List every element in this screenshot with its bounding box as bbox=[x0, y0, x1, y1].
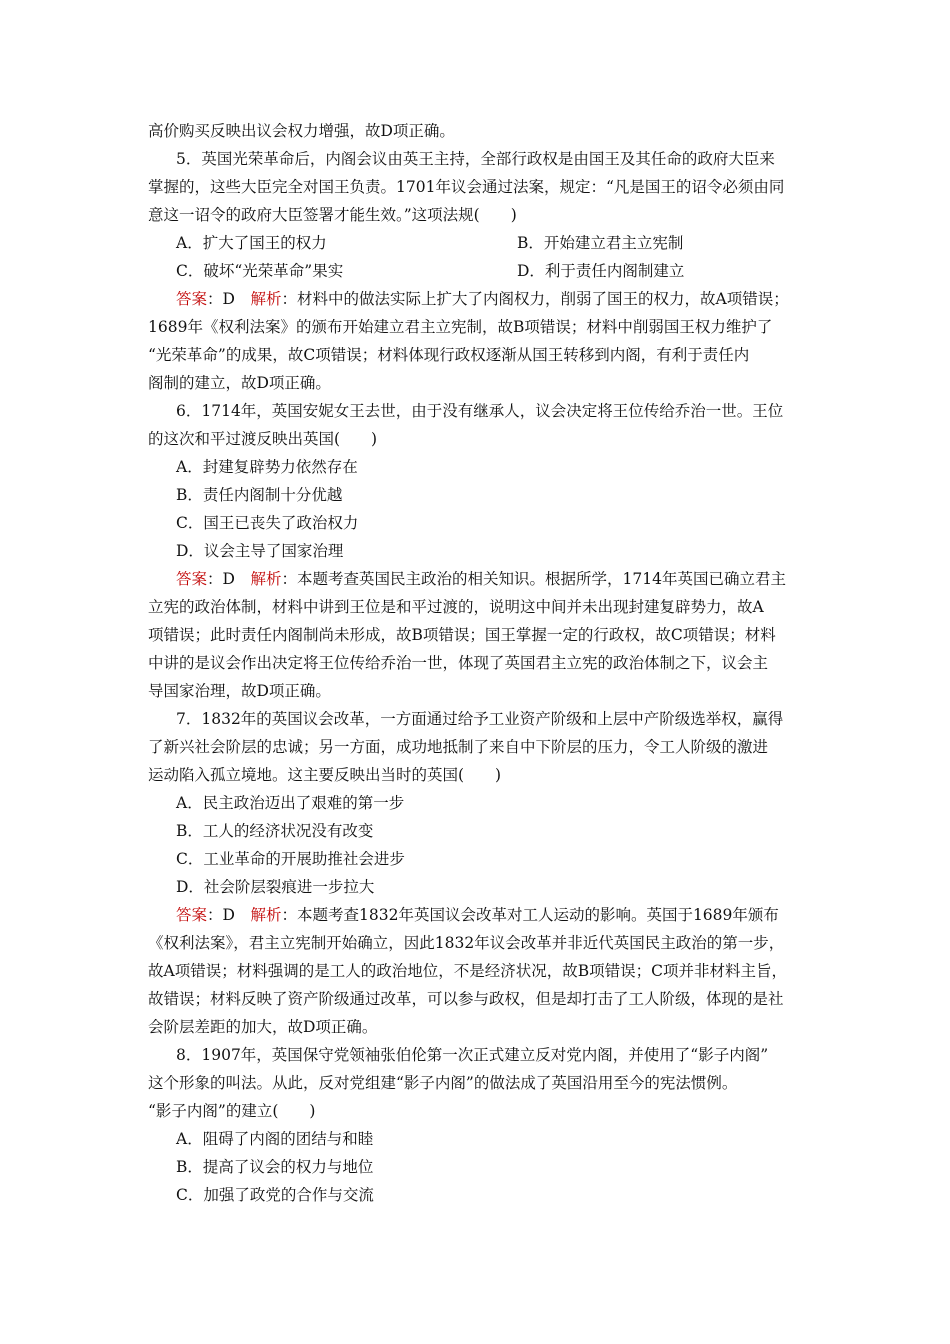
paragraph-line: 故A项错误；材料强调的是工人的政治地位，不是经济状况，故B项错误；C项并非材料主旨， bbox=[148, 962, 787, 980]
option-c: C．工业革命的开展助推社会进步 bbox=[176, 850, 405, 868]
option-b: B．开始建立君主立宪制 bbox=[517, 234, 684, 252]
paragraph-line: “光荣革命”的成果，故C项错误；材料体现行政权逐渐从国王转移到内阁，有利于责任内 bbox=[148, 346, 750, 364]
paragraph-line: “影子内阁”的建立( ) bbox=[148, 1102, 316, 1120]
option-b: B．工人的经济状况没有改变 bbox=[176, 822, 374, 840]
paragraph-line: 故错误；材料反映了资产阶级通过改革，可以参与政权，但是却打击了工人阶级，体现的是社 bbox=[148, 990, 784, 1008]
option-c: C．加强了政党的合作与交流 bbox=[176, 1186, 374, 1204]
paragraph-line: 项错误；此时责任内阁制尚未形成，故B项错误；国王掌握一定的行政权，故C项错误；材料 bbox=[148, 626, 776, 644]
option-b: B．责任内阁制十分优越 bbox=[176, 486, 343, 504]
analysis-text: 材料中的做法实际上扩大了内阁权力，削弱了国王的权力，故A项错误； bbox=[297, 290, 789, 308]
paragraph-line: 阁制的建立，故D项正确。 bbox=[148, 374, 331, 392]
analysis-sep: ： bbox=[281, 290, 297, 308]
paragraph-line: 1689年《权利法案》的颁布开始建立君主立宪制，故B项错误；材料中削弱国王权力维护了 bbox=[148, 318, 773, 336]
paragraph-line: 这个形象的叫法。从此，反对党组建“影子内阁”的做法成了英国沿用至今的宪法惯例。 bbox=[148, 1074, 738, 1092]
answer-label: 答案 bbox=[176, 906, 208, 924]
option-a: A．扩大了国王的权力 bbox=[176, 234, 327, 252]
paragraph-line: 立宪的政治体制，材料中讲到王位是和平过渡的，说明这中间并未出现封建复辟势力，故A bbox=[148, 598, 764, 616]
answer-label: 答案 bbox=[176, 290, 208, 308]
answer-value: ：D bbox=[207, 570, 235, 588]
question-5-stem: 5．英国光荣革命后，内阁会议由英王主持，全部行政权是由国王及其任命的政府大臣来 bbox=[176, 150, 775, 168]
option-b: B．提高了议会的权力与地位 bbox=[176, 1158, 374, 1176]
question-7-stem: 7．1832年的英国议会改革，一方面通过给予工业资产阶级和上层中产阶级选举权，赢得 bbox=[176, 710, 784, 728]
option-d: D．利于责任内阁制建立 bbox=[517, 262, 685, 280]
question-8-stem: 8．1907年，英国保守党领袖张伯伦第一次正式建立反对党内阁，并使用了“影子内阁” bbox=[176, 1046, 769, 1064]
answer-value: ：D bbox=[207, 906, 235, 924]
answer-line bbox=[176, 905, 836, 925]
option-d: D．议会主导了国家治理 bbox=[176, 542, 344, 560]
analysis-sep: ： bbox=[281, 570, 297, 588]
paragraph-line: 意这一诏令的政府大臣签署才能生效。”这项法规( ) bbox=[148, 206, 517, 224]
analysis-text: 本题考查1832年英国议会改革对工人运动的影响。英国于1689年颁布 bbox=[297, 906, 779, 924]
option-c: C．国王已丧失了政治权力 bbox=[176, 514, 359, 532]
answer-value: ：D bbox=[207, 290, 235, 308]
answer-line bbox=[176, 569, 836, 589]
answer-label: 答案 bbox=[176, 570, 208, 588]
answer-line bbox=[176, 289, 836, 309]
paragraph-line: 掌握的，这些大臣完全对国王负责。1701年议会通过法案，规定：“凡是国王的诏令必须由同 bbox=[148, 178, 785, 196]
analysis-label: 解析 bbox=[250, 570, 282, 588]
paragraph-line: 运动陷入孤立境地。这主要反映出当时的英国( ) bbox=[148, 766, 502, 784]
option-a: A．民主政治迈出了艰难的第一步 bbox=[176, 794, 405, 812]
option-a: A．阻碍了内阁的团结与和睦 bbox=[176, 1130, 374, 1148]
paragraph-line: 了新兴社会阶层的忠诚；另一方面，成功地抵制了来自中下阶层的压力，令工人阶级的激进 bbox=[148, 738, 769, 756]
paragraph-line: 中讲的是议会作出决定将王位传给乔治一世，体现了英国君主立宪的政治体制之下，议会主 bbox=[148, 654, 769, 672]
option-c: C．破坏“光荣革命”果实 bbox=[176, 262, 344, 280]
paragraph-line: 会阶层差距的加大，故D项正确。 bbox=[148, 1018, 378, 1036]
option-a: A．封建复辟势力依然存在 bbox=[176, 458, 358, 476]
question-6-stem: 6．1714年，英国安妮女王去世，由于没有继承人，议会决定将王位传给乔治一世。王位 bbox=[176, 402, 784, 420]
analysis-text: 本题考查英国民主政治的相关知识。根据所学，1714年英国已确立君主 bbox=[297, 570, 786, 588]
paragraph-line: 《权利法案》，君主立宪制开始确立，因此1832年议会改革并非近代英国民主政治的第一步， bbox=[148, 934, 785, 952]
option-d: D．社会阶层裂痕进一步拉大 bbox=[176, 878, 375, 896]
paragraph-line: 导国家治理，故D项正确。 bbox=[148, 682, 331, 700]
paragraph-line: 高价购买反映出议会权力增强，故D项正确。 bbox=[148, 122, 455, 140]
paragraph-line: 的这次和平过渡反映出英国( ) bbox=[148, 430, 378, 448]
analysis-sep: ： bbox=[281, 906, 297, 924]
analysis-label: 解析 bbox=[250, 906, 282, 924]
analysis-label: 解析 bbox=[250, 290, 282, 308]
